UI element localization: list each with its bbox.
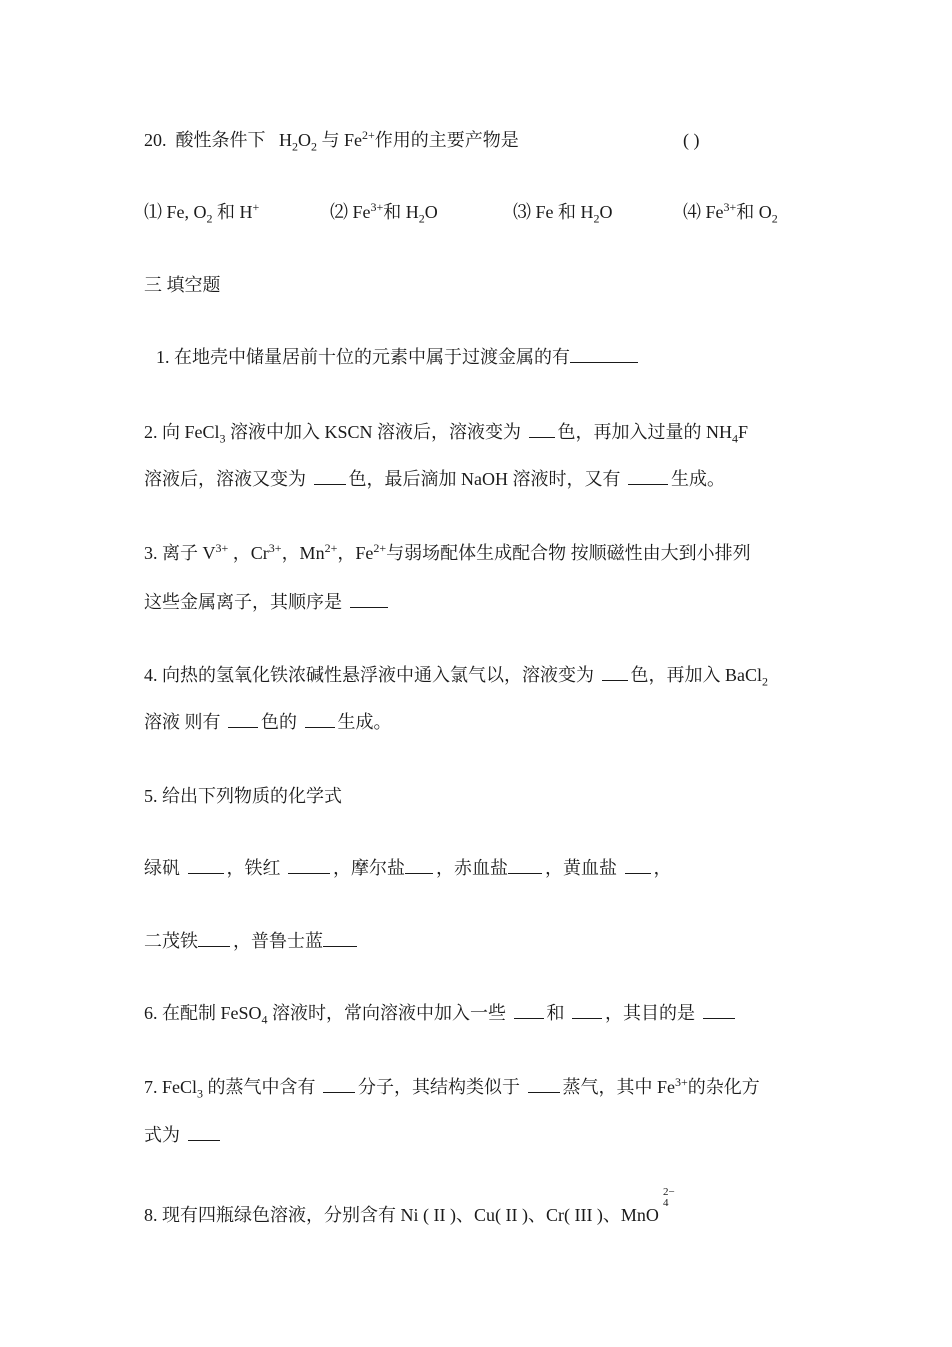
- question-5-line-2: 二茂铁 ，普鲁士蓝: [144, 929, 360, 953]
- answer-blank[interactable]: [628, 467, 668, 485]
- question-8: 8. 现有四瓶绿色溶液，分别含有 Ni ( II )、Cu( II )、Cr( III )、MnO 2− 4: [144, 1186, 675, 1225]
- mno4-charge: 2− 4: [662, 1186, 675, 1209]
- answer-blank[interactable]: [529, 420, 555, 438]
- answer-blank[interactable]: [570, 345, 638, 363]
- question-2-line-2: 溶液后，溶液又变为 色，最后滴加 NaOH 溶液时，又有 生成。: [144, 469, 725, 489]
- answer-blank[interactable]: [703, 1001, 735, 1019]
- option-2: ⑵ $Fe^{3+}$和 $H_2O$: [330, 200, 438, 226]
- question-7-line-1: 7. FeCl$_3$ 的蒸气中含有 分子，其结构类似于 蒸气，其中 $Fe^{3+}$的杂化方: [144, 1075, 760, 1101]
- answer-blank[interactable]: [198, 929, 230, 947]
- section-heading: 三 填空题: [144, 275, 221, 295]
- answer-blank[interactable]: [508, 856, 542, 874]
- answer-blank[interactable]: [528, 1075, 560, 1093]
- answer-blank[interactable]: [288, 856, 330, 874]
- option-4: ⑷ $Fe^{3+}$和 $O_2$: [683, 200, 778, 226]
- answer-blank[interactable]: [625, 856, 651, 874]
- option-1: ⑴ Fe, $O_2$ 和 H+: [144, 200, 260, 226]
- answer-blank[interactable]: [602, 663, 628, 681]
- answer-blank[interactable]: [228, 710, 258, 728]
- answer-blank[interactable]: [405, 856, 433, 874]
- answer-blank[interactable]: [514, 1001, 544, 1019]
- question-1: 1. 在地壳中储量居前十位的元素中属于过渡金属的有: [156, 345, 641, 369]
- question-5-line-1: 绿矾 ，铁红 ，摩尔盐 ，赤血盐 ，黄血盐 ，: [144, 858, 672, 878]
- question-6: 6. 在配制 FeSO$_4$ 溶液时，常向溶液中加入一些 和 ，其目的是: [144, 1001, 738, 1025]
- answer-blank[interactable]: [188, 1123, 220, 1141]
- question-3-line-2: 这些金属离子，其顺序是: [144, 590, 391, 614]
- question-20: 20. 酸性条件下 $H_2O_2$ 与 $Fe^{2+}$作用的主要产物是: [144, 128, 519, 154]
- answer-blank[interactable]: [323, 929, 357, 947]
- question-4-line-1: 4. 向热的氢氧化铁浓碱性悬浮液中通入氯气以，溶液变为 色，再加入 BaCl$_2$: [144, 665, 769, 689]
- question-7-line-2: 式为: [144, 1123, 223, 1147]
- answer-blank[interactable]: [350, 590, 388, 608]
- answer-blank[interactable]: [323, 1075, 355, 1093]
- option-3: ⑶ Fe 和 $H_2O$: [513, 202, 613, 226]
- question-4-line-2: 溶液 则有 色的 生成。: [144, 712, 392, 732]
- answer-blank[interactable]: [314, 467, 346, 485]
- answer-blank[interactable]: [305, 710, 335, 728]
- question-2-line-1: 2. 向 FeCl$_3$ 溶液中加入 KSCN 溶液后，溶液变为 色，再加入过量的 $NH_4F$: [144, 422, 749, 446]
- question-3-line-1: 3. 离子 $V^{3+}$ ，$Cr^{3+}$，$Mn^{2+}$，$Fe^{2+}$与弱场配体生成配合物 按顺磁性由大到小排列: [144, 541, 751, 563]
- answer-blank[interactable]: [572, 1001, 602, 1019]
- answer-blank[interactable]: [188, 856, 224, 874]
- question-5-title: 5. 给出下列物质的化学式: [144, 786, 342, 806]
- answer-paren: ( ): [683, 130, 700, 150]
